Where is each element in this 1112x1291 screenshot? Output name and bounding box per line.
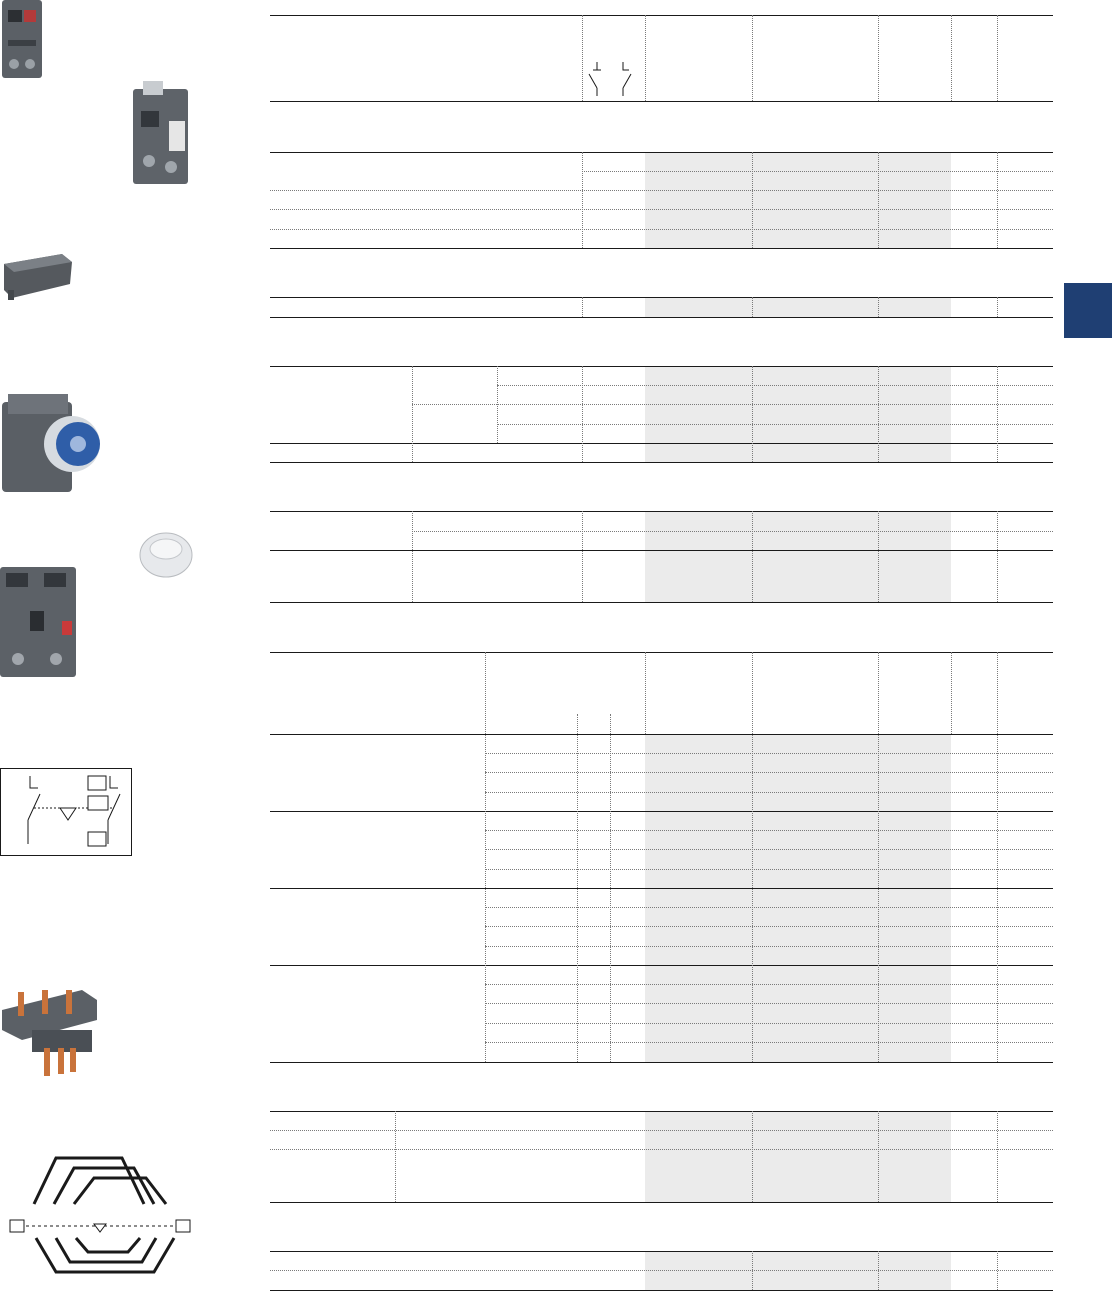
contact-symbols-icon <box>585 58 635 98</box>
mechanical-interlock-image <box>0 567 80 677</box>
shade-block <box>645 1112 951 1202</box>
shade-block <box>645 1252 951 1290</box>
shade-block <box>645 367 951 462</box>
connection-set-image <box>2 990 102 1080</box>
reversing-wiring-diagram <box>4 1152 204 1277</box>
pneumatic-timer-image <box>2 394 107 494</box>
section-tab-marker <box>1064 283 1112 338</box>
shade-block <box>645 734 951 1062</box>
sealing-cover-image <box>138 525 198 585</box>
auxiliary-contact-block-side-image <box>133 81 193 186</box>
shade-block <box>645 512 951 602</box>
auxiliary-contact-block-front-image <box>0 0 45 80</box>
shade-block <box>645 153 951 248</box>
interlock-diagram <box>0 768 132 856</box>
terminal-cover-image <box>2 254 72 304</box>
shade-block <box>645 298 951 317</box>
